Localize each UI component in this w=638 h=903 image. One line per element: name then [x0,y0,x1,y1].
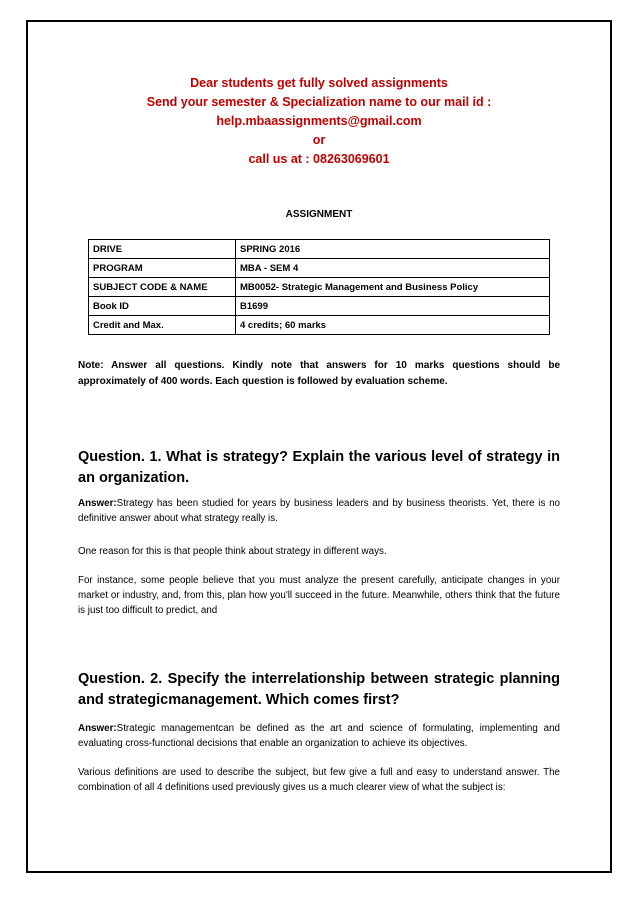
table-value: SPRING 2016 [236,240,550,259]
table-key: PROGRAM [89,259,236,278]
header-line-2: Send your semester & Specialization name to our mail id : [146,95,492,109]
table-value: B1699 [236,297,550,316]
table-row [89,297,550,316]
answer-text: Strategy has been studied for years by business leaders and by business theorists. Yet, there is no definitive answer about what strategy really is. [78,498,560,524]
table-key: Book ID [89,297,236,316]
table-row [89,316,550,335]
table-row [89,278,550,297]
answer-label: Answer: [78,723,117,734]
answer-text: Strategic managementcan be defined as the art and science of formulating, implementing and evaluating cross-functional decisions that enable an organization to achieve its objectives. [78,723,560,749]
answer-label: Answer: [78,498,117,509]
assignment-info-table [88,239,550,335]
contact-header [0,74,638,169]
table-row [89,240,550,259]
header-or: or [312,133,326,147]
table-key: Credit and Max. [89,316,236,335]
assignment-title: ASSIGNMENT [285,209,353,220]
q1-paragraph-2: One reason for this is that people think about strategy in different ways. [78,546,387,557]
q1-paragraph-3: For instance, some people believe that you must analyze the present carefully, anticipate changes in your market or industry, and, from this, plan how you'll succeed in the future. Meanwhile, others think that the future is just too difficult to predict, and [78,575,560,616]
table-key: DRIVE [89,240,236,259]
table-value: MBA - SEM 4 [236,259,550,278]
q1-answer-paragraph [78,496,560,526]
header-email: help.mbaassignments@gmail.com [216,114,422,128]
question-2-heading: Question. 2. Specify the interrelationship between strategic planning and strategicmanagement. Which comes first? [78,671,560,708]
table-key: SUBJECT CODE & NAME [89,278,236,297]
q2-answer-paragraph [78,721,560,751]
question-1-heading: Question. 1. What is strategy? Explain the various level of strategy in an organization. [78,449,560,486]
table-value: MB0052- Strategic Management and Business Policy [236,278,550,297]
table-value: 4 credits; 60 marks [236,316,550,335]
header-phone: call us at : 08263069601 [248,152,390,166]
header-line-1: Dear students get fully solved assignments [190,76,448,90]
note-paragraph: Note: Answer all questions. Kindly note that answers for 10 marks questions should be approximately of 400 words. Each question is followed by evaluation scheme. [78,360,560,387]
q2-paragraph-2: Various definitions are used to describe the subject, but few give a full and easy to understand answer. The combination of all 4 definitions used previously gives us a much clearer view of what the subject is: [78,767,560,793]
table-row [89,259,550,278]
